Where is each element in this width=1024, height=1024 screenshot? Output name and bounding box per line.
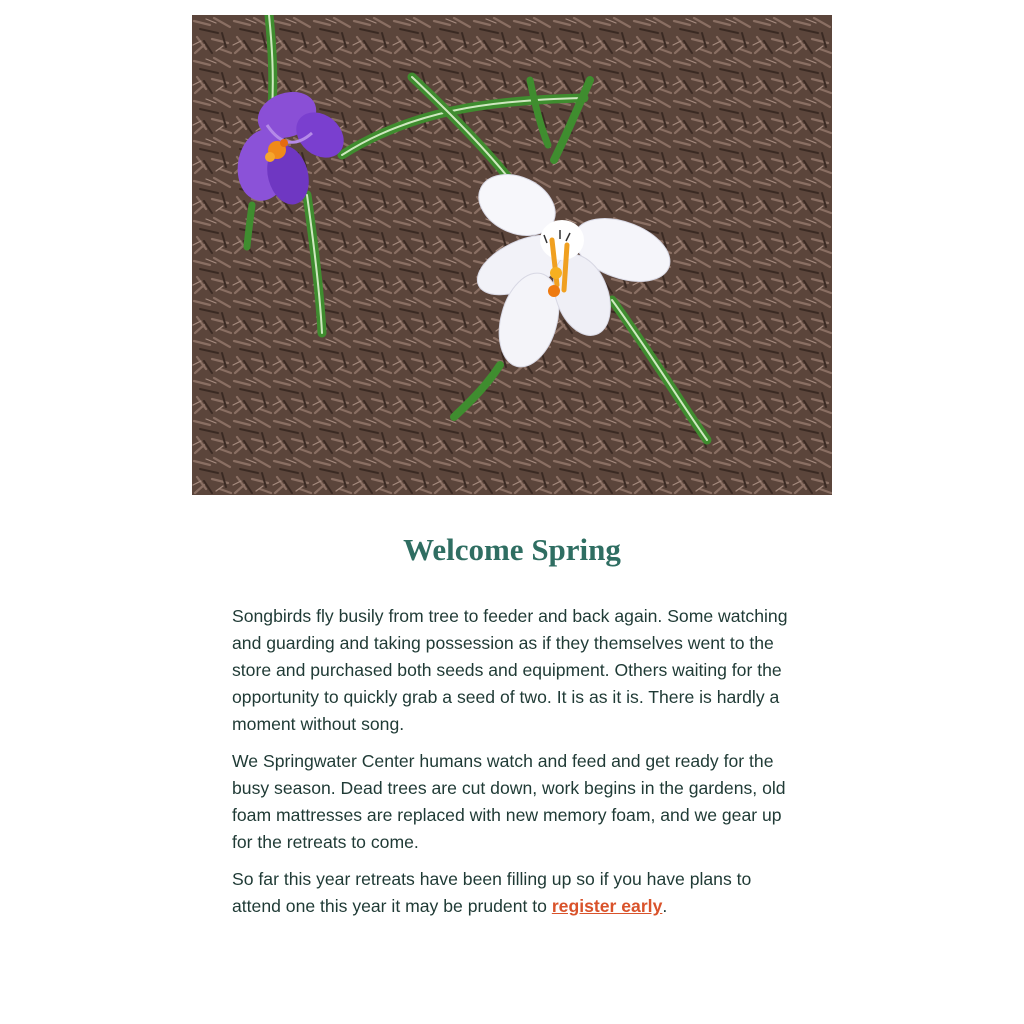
- paragraph-humans: We Springwater Center humans watch and feed and get ready for the busy season. Dead trees are cut down, work begins in the gardens, old foam mattresses are replaced with new memory foam, and we gear up for the retreats to come.: [232, 751, 786, 852]
- hero-image: [192, 15, 832, 495]
- page-title: Welcome Spring: [403, 532, 621, 567]
- register-early-link[interactable]: register early: [551, 896, 663, 916]
- paragraph-registration: [232, 866, 794, 920]
- registration-text: So far this year retreats have been filling up so if you have plans to attend one this year it may be prudent to: [232, 869, 752, 916]
- article-body: [232, 603, 794, 930]
- paragraph-songbirds: Songbirds fly busily from tree to feeder and back again. Some watching and guarding and taking possession as if they themselves went to the store and purchased both seeds and equipment. Others waiting for the opportunity to quickly grab a seed of two. It is as it is. There is hardly a moment without song.: [232, 606, 788, 734]
- registration-period: .: [662, 896, 668, 916]
